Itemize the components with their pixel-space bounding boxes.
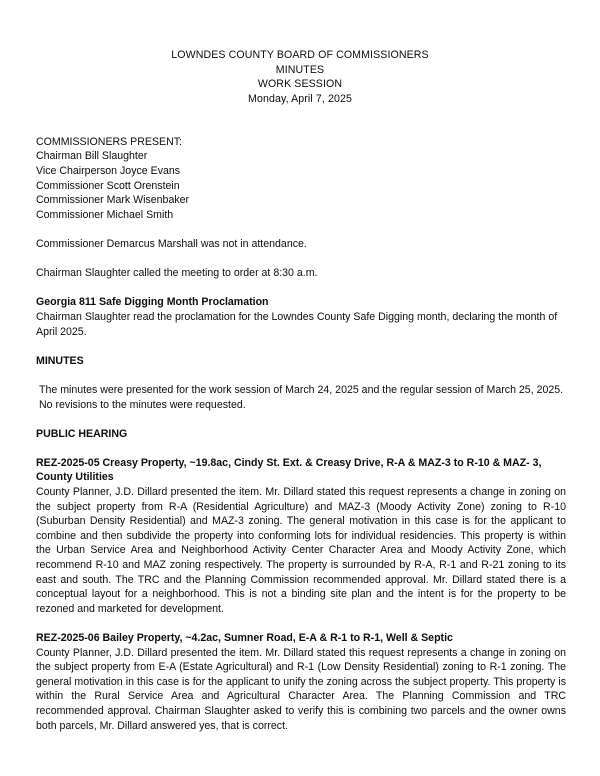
call-to-order-note: Chairman Slaughter called the meeting to order at 8:30 a.m. <box>36 267 318 280</box>
absent-note: Commissioner Demarcus Marshall was not in attendance. <box>36 237 307 250</box>
rezoning-item-body-rez-2025-05: County Planner, J.D. Dillard presented the item. Mr. Dillard stated this request represents a change in zoning on the subject property from R-A (Residential Agriculture) and MAZ-3 (Moody Activity Zone) zoning to R-10 (Suburban Density Residential) and MAZ-3 zoning. The general motivation in this case is for the applicant to combine and then subdivide the property into conforming lots for individual residencies. This property is within the Urban Service Area and Neighborhood Activity Center Character Area and Moody Activity Zone, which recommend R-10 and MAZ zoning respectively. The property is surrounded by R-A, R-1 and R-21 zoning to its east and south. The TRC and the Planning Commission recommended approval. Mr. Dillard stated there is a conceptual layout for a neighborhood. This is not a binding site plan and the intent is for the property to be rezoned and marketed for development. <box>36 486 566 615</box>
commissioners-present-label: COMMISSIONERS PRESENT: <box>36 135 182 148</box>
title-line-date: Monday, April 7, 2025 <box>248 93 352 106</box>
document-title-block <box>0 48 600 107</box>
minutes-heading: MINUTES <box>36 354 84 367</box>
commissioner-name: Vice Chairperson Joyce Evans <box>36 165 181 177</box>
document-body <box>36 135 566 733</box>
commissioner-name: Chairman Bill Slaughter <box>36 150 148 163</box>
title-line-organization: LOWNDES COUNTY BOARD OF COMMISSIONERS <box>171 49 429 61</box>
rezoning-item-heading-rez-2025-06: REZ-2025-06 Bailey Property, ~4.2ac, Sumner Road, E-A & R-1 to R-1, Well & Septic <box>36 632 453 644</box>
title-line-session: WORK SESSION <box>257 78 343 91</box>
rezoning-item-body-rez-2025-06: County Planner, J.D. Dillard presented the item. Mr. Dillard stated this request represents a change in zoning on the subject property from E-A (Estate Agricultural) and R-1 (Low Density Residential) zoning to R-1 zoning. The general motivation in this case is for the applicant to unify the zoning across the subject property. This property is within the Rural Service Area and Agricultural Character Area. The Planning Commission and TRC recommended approval. Chairman Slaughter asked to verify this is combining two parcels and the owner owns both parcels, Mr. Dillard answered yes, that is correct. <box>36 646 566 732</box>
public-hearing-heading: PUBLIC HEARING <box>36 427 128 440</box>
proclamation-body: Chairman Slaughter read the proclamation for the Lowndes County Safe Digging month, declaring the month of April 2025. <box>36 310 558 338</box>
commissioner-name: Commissioner Mark Wisenbaker <box>36 194 190 207</box>
commissioner-name: Commissioner Scott Orenstein <box>36 179 180 192</box>
rezoning-item-heading-rez-2025-05: REZ-2025-05 Creasy Property, ~19.8ac, Cindy St. Ext. & Creasy Drive, R-A & MAZ-3 to R-10 & MAZ- 3, County Utilities <box>36 456 542 484</box>
minutes-body: The minutes were presented for the work session of March 24, 2025 and the regular session of March 25, 2025. No revisions to the minutes were requested. <box>39 383 564 411</box>
commissioners-present-block <box>36 135 566 223</box>
proclamation-heading: Georgia 811 Safe Digging Month Proclamation <box>36 296 269 309</box>
title-line-doctype: MINUTES <box>275 63 325 76</box>
commissioner-name: Commissioner Michael Smith <box>36 208 174 221</box>
